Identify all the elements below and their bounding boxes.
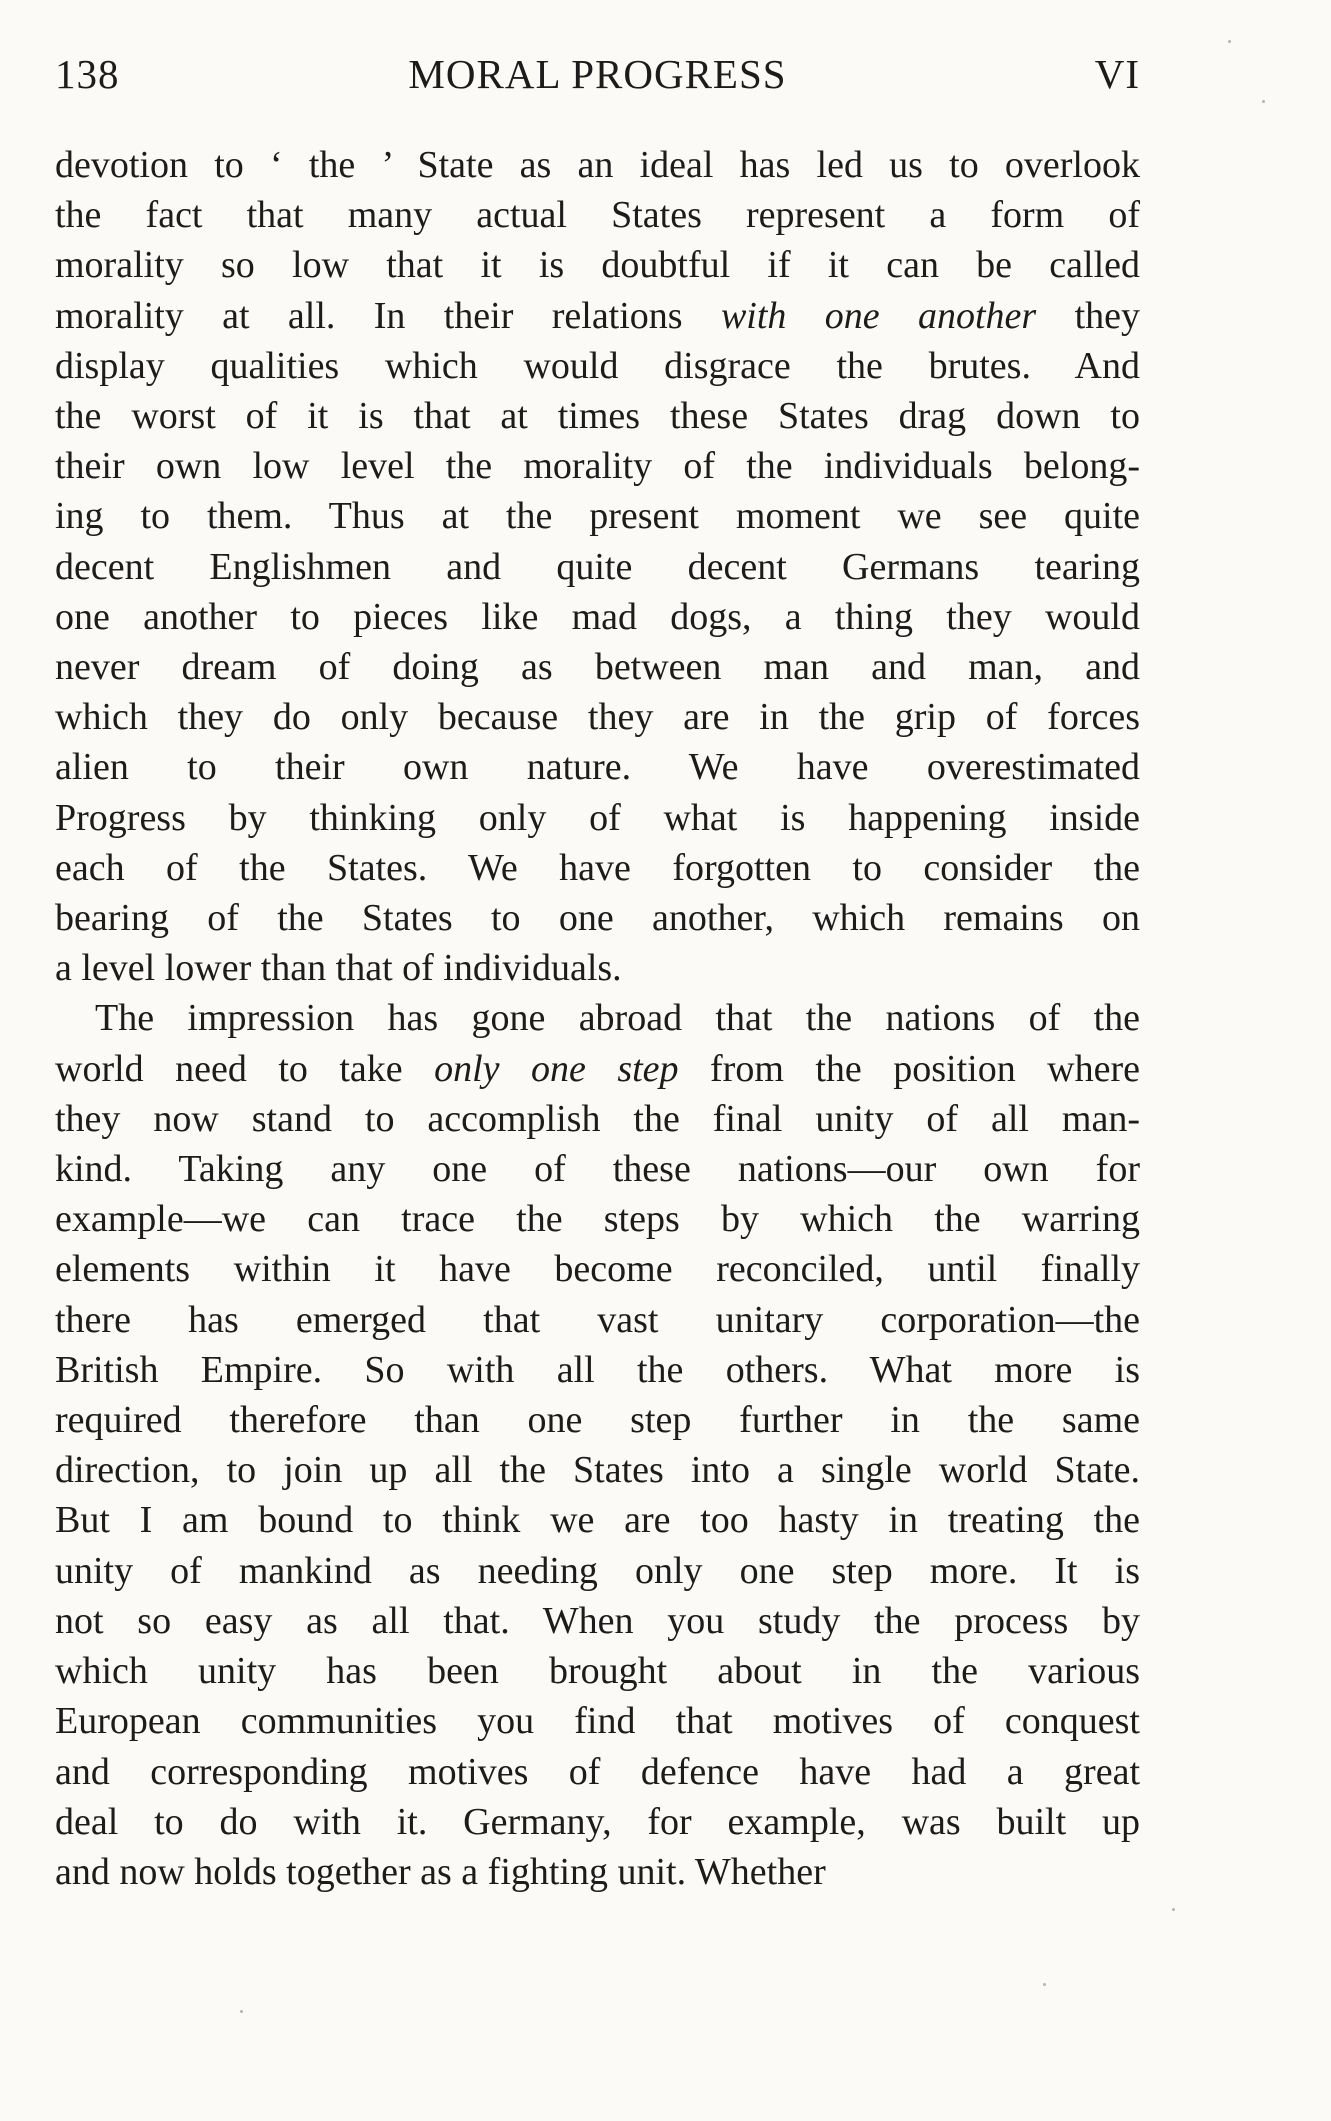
text-line bbox=[55, 240, 1140, 290]
text-line bbox=[55, 993, 1140, 1043]
text-line bbox=[55, 843, 1140, 893]
text-segment: morality so low that it is doubtful if it can be called bbox=[55, 244, 1140, 287]
paper-speck bbox=[1172, 1908, 1175, 1911]
running-title: MORAL PROGRESS bbox=[408, 51, 787, 97]
text-segment: one another to pieces like mad dogs, a thing they would bbox=[55, 595, 1140, 638]
text-segment: required therefore than one step further in the same bbox=[55, 1399, 1140, 1442]
paper-speck bbox=[240, 2010, 243, 2013]
text-segment: ing to them. Thus at the present moment we see quite bbox=[55, 495, 1140, 538]
text-segment: deal to do with it. Germany, for example, was built up bbox=[55, 1800, 1140, 1843]
text-segment: But I am bound to think we are too hasty in treating the bbox=[55, 1499, 1140, 1542]
text-segment: decent Englishmen and quite decent Germans tearing bbox=[55, 545, 1140, 588]
text-line bbox=[55, 1747, 1140, 1797]
text-line bbox=[55, 140, 1140, 190]
text-line bbox=[55, 1797, 1140, 1847]
text-segment: not so easy as all that. When you study the process by bbox=[55, 1599, 1140, 1642]
text-segment: world need to take bbox=[55, 1047, 435, 1090]
text-line bbox=[55, 793, 1140, 843]
text-line bbox=[55, 391, 1140, 441]
text-segment: the worst of it is that at times these States drag down to bbox=[55, 395, 1140, 438]
text-line bbox=[55, 1696, 1140, 1746]
text-line bbox=[55, 1646, 1140, 1696]
text-segment: which unity has been brought about in the various bbox=[55, 1650, 1140, 1693]
text-line bbox=[55, 642, 1140, 692]
text-line bbox=[55, 742, 1140, 792]
text-line bbox=[55, 1044, 1140, 1094]
text-line bbox=[55, 1495, 1140, 1545]
page-number: 138 bbox=[55, 51, 120, 97]
text-line bbox=[55, 441, 1140, 491]
paragraph-1 bbox=[55, 140, 1140, 993]
text-segment: they bbox=[1036, 294, 1141, 337]
text-line bbox=[55, 1094, 1140, 1144]
text-segment: they now stand to accomplish the final unity of all man- bbox=[55, 1097, 1140, 1140]
text-segment: European communities you find that motives of conquest bbox=[55, 1700, 1140, 1743]
text-line bbox=[55, 943, 1140, 993]
text-segment: direction, to join up all the States into a single world State. bbox=[55, 1449, 1140, 1492]
text-line bbox=[55, 692, 1140, 742]
text-segment: kind. Taking any one of these nations—our own for bbox=[55, 1148, 1140, 1191]
text-line bbox=[55, 491, 1140, 541]
text-line bbox=[55, 1596, 1140, 1646]
text-segment: elements within it have become reconciled, until finally bbox=[55, 1248, 1140, 1291]
italic-phrase: only one step bbox=[434, 1047, 679, 1090]
text-segment: morality at all. In their relations bbox=[55, 294, 721, 337]
text-line bbox=[55, 1395, 1140, 1445]
paper-speck bbox=[1228, 40, 1231, 43]
text-segment: display qualities which would disgrace the brutes. And bbox=[55, 344, 1140, 387]
text-line bbox=[55, 1144, 1140, 1194]
text-segment: from the position where bbox=[678, 1047, 1140, 1090]
text-line bbox=[55, 1194, 1140, 1244]
text-line bbox=[55, 542, 1140, 592]
text-segment: there has emerged that vast unitary corporation—the bbox=[55, 1298, 1140, 1341]
text-segment: their own low level the morality of the individuals belong- bbox=[55, 445, 1140, 488]
text-segment: which they do only because they are in the grip of forces bbox=[55, 696, 1140, 739]
text-segment: Progress by thinking only of what is happening inside bbox=[55, 796, 1140, 839]
paper-speck bbox=[1262, 100, 1265, 103]
text-line bbox=[55, 190, 1140, 240]
text-line bbox=[55, 1345, 1140, 1395]
text-line bbox=[55, 893, 1140, 943]
chapter-number: VI bbox=[1094, 51, 1140, 97]
paragraph-2 bbox=[55, 993, 1140, 1897]
text-segment: alien to their own nature. We have overestimated bbox=[55, 746, 1140, 789]
italic-phrase: with one another bbox=[720, 294, 1037, 337]
page-body bbox=[55, 140, 1140, 1897]
text-segment: each of the States. We have forgotten to consider the bbox=[55, 846, 1140, 889]
text-segment: example—we can trace the steps by which the warring bbox=[55, 1198, 1140, 1241]
text-segment: unity of mankind as needing only one step more. It is bbox=[55, 1549, 1140, 1592]
text-segment: bearing of the States to one another, which remains on bbox=[55, 897, 1140, 940]
text-line bbox=[55, 1847, 1140, 1897]
text-line bbox=[55, 1546, 1140, 1596]
text-segment: the fact that many actual States represent a form of bbox=[55, 194, 1140, 237]
text-segment: and corresponding motives of defence have had a great bbox=[55, 1750, 1140, 1793]
running-header bbox=[55, 50, 1140, 110]
text-line bbox=[55, 592, 1140, 642]
text-segment: and now holds together as a fighting unit. Whether bbox=[55, 1850, 826, 1893]
text-segment: devotion to ‘ the ’ State as an ideal has led us to overlook bbox=[55, 144, 1140, 186]
text-line bbox=[55, 1244, 1140, 1294]
paper-speck bbox=[1043, 1983, 1046, 1986]
text-segment: a level lower than that of individuals. bbox=[55, 947, 622, 990]
text-line bbox=[55, 1445, 1140, 1495]
text-segment: never dream of doing as between man and man, and bbox=[55, 646, 1140, 689]
text-line bbox=[55, 341, 1140, 391]
text-segment: British Empire. So with all the others. What more is bbox=[55, 1348, 1140, 1391]
text-segment: The impression has gone abroad that the nations of the bbox=[95, 997, 1140, 1040]
text-line bbox=[55, 291, 1140, 341]
text-line bbox=[55, 1295, 1140, 1345]
